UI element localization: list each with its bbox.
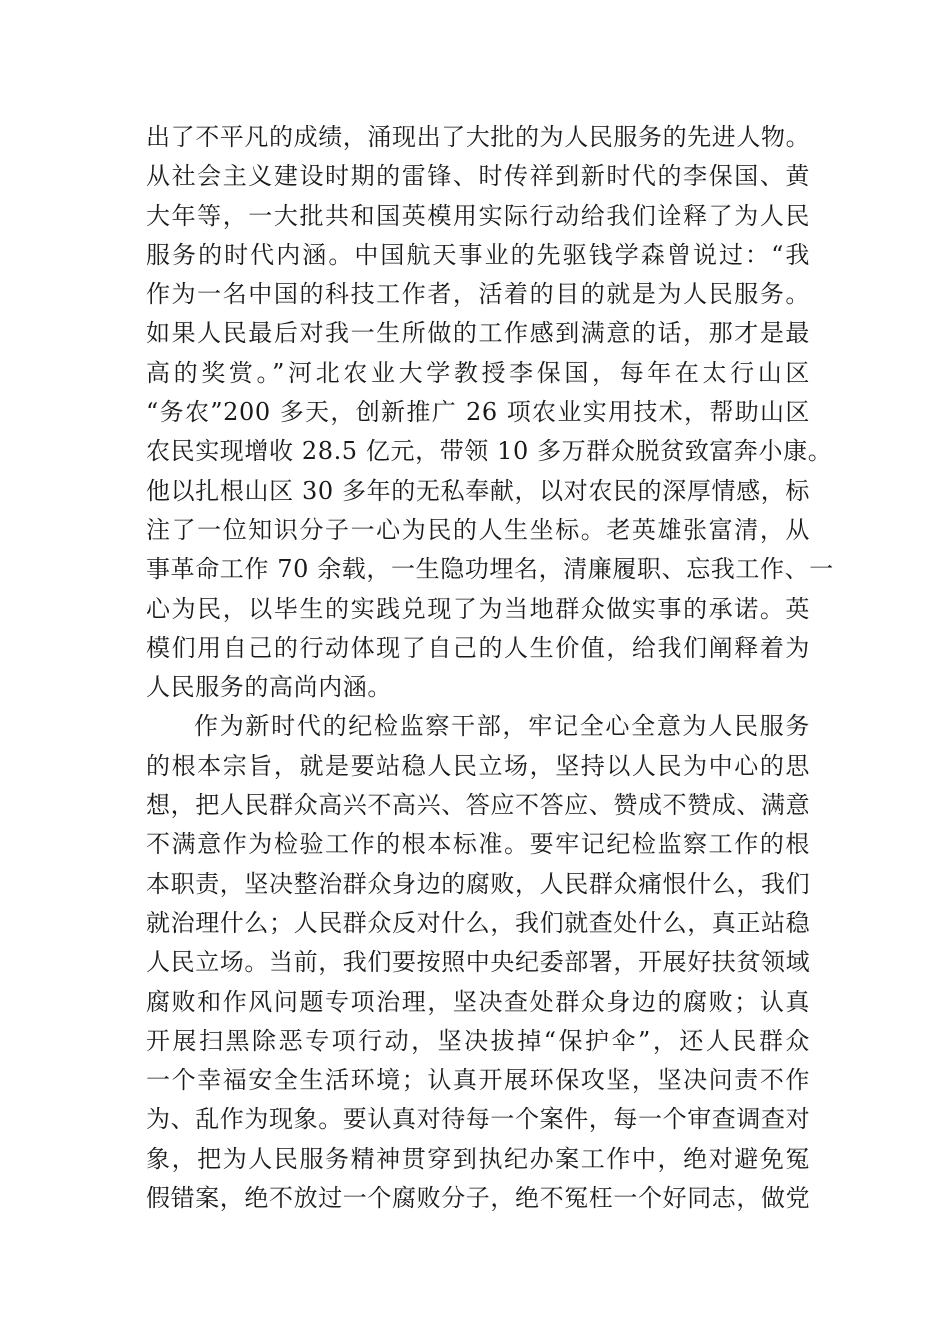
text-line: 作为一名中国的科技工作者，活着的目的就是为人民服务。 bbox=[146, 280, 810, 309]
text-line: 不满意作为检验工作的根本标准。要牢记纪检监察工作的根 bbox=[146, 830, 810, 859]
text-line: 从社会主义建设时期的雷锋、时传祥到新时代的李保国、黄 bbox=[146, 162, 810, 191]
text-line: 就治理什么；人民群众反对什么，我们就查处什么，真正站稳 bbox=[146, 908, 811, 937]
text-line: 象，把为人民服务精神贯穿到执纪办案工作中，绝对避免冤 bbox=[146, 1144, 810, 1173]
paragraph-2 bbox=[146, 707, 810, 1218]
text-line: 大年等，一大批共和国英模用实际行动给我们诠释了为人民 bbox=[146, 201, 810, 230]
paragraph-1 bbox=[146, 118, 834, 707]
text-line: 作为新时代的纪检监察干部，牢记全心全意为人民服务 bbox=[194, 712, 810, 741]
text-line: 心为民，以毕生的实践兑现了为当地群众做实事的承诺。英 bbox=[146, 594, 810, 623]
text-line: 想，把人民群众高兴不高兴、答应不答应、赞成不赞成、满意 bbox=[146, 791, 811, 820]
text-line: 的根本宗旨，就是要站稳人民立场，坚持以人民为中心的思 bbox=[146, 751, 810, 780]
text-line: 如果人民最后对我一生所做的工作感到满意的话，那才是最 bbox=[146, 319, 810, 348]
text-line: 农民实现增收 28.5 亿元，带领 10 多万群众脱贫致富奔小康。 bbox=[146, 437, 833, 466]
text-line: 人民立场。当前，我们要按照中央纪委部署，开展好扶贫领域 bbox=[146, 948, 811, 977]
text-line: 为、乱作为现象。要认真对待每一个案件，每一个审查调查对 bbox=[146, 1105, 811, 1134]
text-line: 他以扎根山区 30 多年的无私奉献，以对农民的深厚情感，标 bbox=[146, 476, 810, 505]
text-line: 腐败和作风问题专项治理，坚决查处群众身边的腐败；认真 bbox=[146, 987, 810, 1016]
text-line: 假错案，绝不放过一个腐败分子，绝不冤枉一个好同志，做党 bbox=[146, 1184, 811, 1213]
text-line: 事革命工作 70 余载，一生隐功埋名，清廉履职、忘我工作、一 bbox=[146, 555, 834, 584]
text-line: 高的奖赏。”河北农业大学教授李保国，每年在太行山区 bbox=[146, 358, 810, 387]
text-line: 开展扫黑除恶专项行动，坚决拔掉“保护伞”，还人民群众 bbox=[146, 1026, 810, 1055]
text-line: “务农”200 多天，创新推广 26 项农业实用技术，帮助山区 bbox=[146, 398, 810, 427]
text-line: 服务的时代内涵。中国航天事业的先驱钱学森曾说过：“我 bbox=[146, 240, 810, 269]
text-line: 本职责，坚决整治群众身边的腐败，人民群众痛恨什么，我们 bbox=[146, 869, 811, 898]
text-line: 人民服务的高尚内涵。 bbox=[146, 673, 392, 702]
text-line: 模们用自己的行动体现了自己的人生价值，给我们阐释着为 bbox=[146, 633, 810, 662]
body-text bbox=[146, 118, 834, 1218]
text-line: 出了不平凡的成绩，涌现出了大批的为人民服务的先进人物。 bbox=[146, 123, 811, 151]
text-line: 一个幸福安全生活环境；认真开展环保攻坚，坚决问责不作 bbox=[146, 1066, 810, 1095]
text-line: 注了一位知识分子一心为民的人生坐标。老英雄张富清，从 bbox=[146, 515, 810, 544]
